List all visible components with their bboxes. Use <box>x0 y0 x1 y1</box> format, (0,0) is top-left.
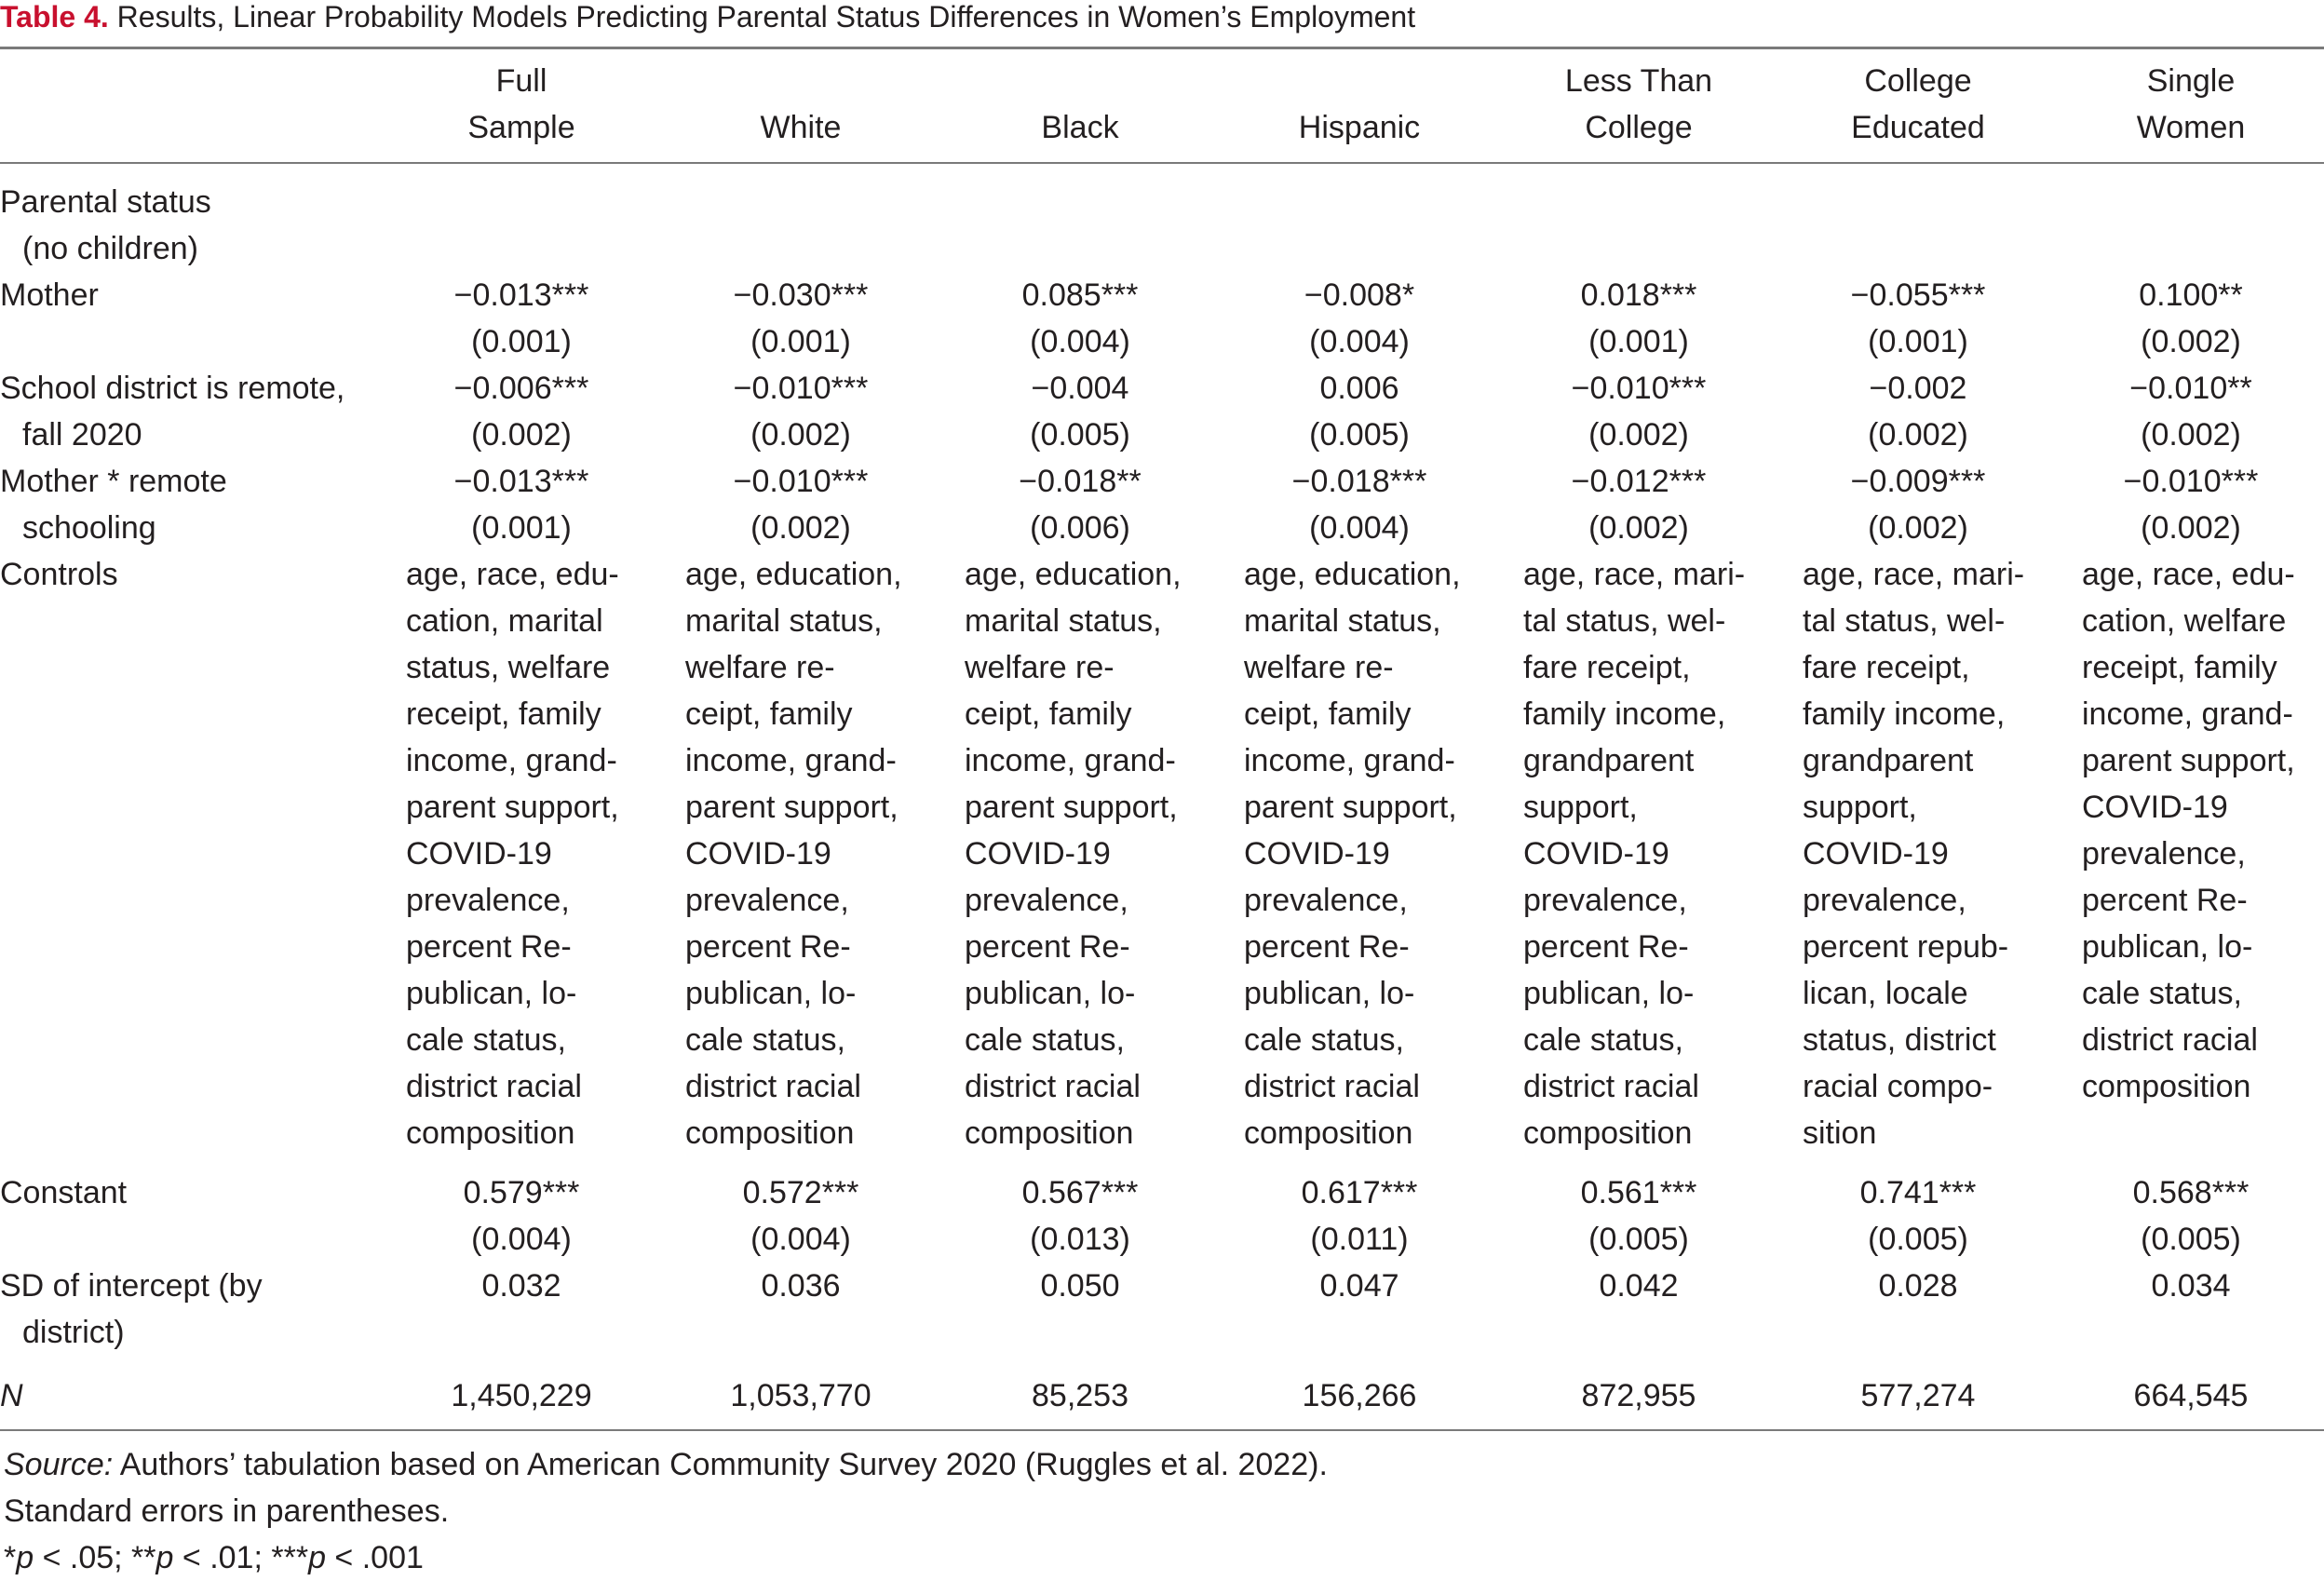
row-label-line: SD of intercept (by <box>0 1268 263 1304</box>
column-header-less-than-college <box>1499 58 1778 162</box>
table-cell: 85,253 <box>1032 1378 1128 1413</box>
table-cell <box>2058 1169 2324 1263</box>
sig-text: * <box>4 1540 17 1575</box>
table-cell <box>661 365 940 458</box>
table-cell <box>1220 1169 1499 1263</box>
row-label-line: (no children) <box>22 231 198 266</box>
coefficient: −0.030*** <box>733 277 869 313</box>
table-caption <box>0 0 1415 35</box>
table-cell <box>1220 272 1499 365</box>
table-cell <box>1499 365 1778 458</box>
column-header-line: Black <box>1041 110 1119 145</box>
row-label: Mother <box>0 277 99 313</box>
table-cell <box>382 272 661 365</box>
coefficient: 0.741*** <box>1859 1175 1977 1210</box>
row-label-line: schooling <box>22 510 156 546</box>
column-header-hispanic <box>1220 58 1499 162</box>
standard-error: (0.001) <box>1868 324 1968 359</box>
coefficient: −0.008* <box>1304 277 1415 313</box>
row-label-line: district) <box>22 1315 125 1350</box>
row-label-line: School district is remote, <box>0 371 345 406</box>
column-header-college-educated <box>1778 58 2058 162</box>
coefficient: −0.010*** <box>2123 464 2259 499</box>
stub-header <box>0 58 382 162</box>
row-label: N <box>0 1378 23 1413</box>
controls-cell: age, race, mari- tal status, wel- fare receipt, family income, grandparent support, COVID-19 prevalence, percent repub- lican, locale status, district racial compo- sition <box>1803 557 2025 1151</box>
column-header-line: Educated <box>1851 110 1985 145</box>
standard-error: (0.002) <box>1868 510 1968 546</box>
source-note <box>4 1441 1328 1488</box>
table-cell: 0.050 <box>1040 1268 1120 1304</box>
table-cell <box>1220 365 1499 458</box>
table-cell: 0.036 <box>761 1268 841 1304</box>
table-cell <box>1778 272 2058 365</box>
standard-error: (0.002) <box>471 417 572 453</box>
sig-text: < .001 <box>325 1540 424 1575</box>
row-label <box>0 365 382 458</box>
table-title: Results, Linear Probability Models Predicting Parental Status Differences in Women’s Employment <box>116 0 1416 34</box>
table-row-interaction <box>0 458 2324 551</box>
table-notes <box>0 1441 1328 1581</box>
table-cell <box>940 458 1220 551</box>
standard-error: (0.001) <box>471 324 572 359</box>
standard-error: (0.004) <box>1309 510 1410 546</box>
row-label-line: Parental status <box>0 184 211 220</box>
standard-error: (0.002) <box>1588 510 1689 546</box>
coefficient: −0.013*** <box>453 464 589 499</box>
table-cell <box>1499 272 1778 365</box>
table-row-n <box>0 1372 2324 1419</box>
table-cell <box>2058 365 2324 458</box>
table-cell <box>1499 458 1778 551</box>
row-label-line: Mother * remote <box>0 464 227 499</box>
standard-error: (0.004) <box>1030 324 1130 359</box>
top-rule <box>0 47 2324 49</box>
standard-error: (0.005) <box>1309 417 1410 453</box>
table-cell <box>1778 458 2058 551</box>
table-row-constant <box>0 1169 2324 1263</box>
bottom-rule <box>0 1429 2324 1431</box>
table-row-mother <box>0 272 2324 365</box>
table-cell <box>1499 1169 1778 1263</box>
controls-cell: age, education, marital status, welfare re- ceipt, family income, grand- parent support, COVID-19 prevalence, percent Re- publican, lo- cale status, district racial composition <box>965 557 1182 1151</box>
table-row-controls <box>0 551 2324 1169</box>
standard-error: (0.004) <box>471 1222 572 1257</box>
table-cell <box>940 1169 1220 1263</box>
standard-error: (0.001) <box>750 324 851 359</box>
controls-cell: age, race, edu- cation, marital status, welfare receipt, family income, grand- parent support, COVID-19 prevalence, percent Re- publican, lo- cale status, district racial composition <box>406 557 619 1151</box>
standard-error: (0.006) <box>1030 510 1130 546</box>
table-cell <box>2058 458 2324 551</box>
standard-error: (0.002) <box>2141 324 2241 359</box>
standard-error: (0.002) <box>2141 417 2241 453</box>
coefficient: −0.013*** <box>453 277 589 313</box>
table-cell <box>661 1169 940 1263</box>
standard-error: (0.005) <box>1588 1222 1689 1257</box>
table-cell <box>661 272 940 365</box>
standard-error-note: Standard errors in parentheses. <box>4 1493 450 1529</box>
standard-error: (0.013) <box>1030 1222 1130 1257</box>
column-header-line: Hispanic <box>1298 110 1421 145</box>
header-spacer <box>0 162 2324 179</box>
coefficient: 0.579*** <box>463 1175 580 1210</box>
standard-error: (0.005) <box>1030 417 1130 453</box>
column-header-full-sample <box>382 58 661 162</box>
table-cell: 0.034 <box>2151 1268 2231 1304</box>
column-header-line: Sample <box>467 110 575 145</box>
coefficient: 0.617*** <box>1301 1175 1418 1210</box>
column-header-row <box>0 58 2324 162</box>
source-label: Source: <box>4 1447 114 1482</box>
table-cell: 664,545 <box>2133 1378 2249 1413</box>
coefficient: −0.002 <box>1869 371 1967 406</box>
row-label <box>0 1263 382 1356</box>
sig-text: < .01; *** <box>173 1540 309 1575</box>
column-header-single-women <box>2058 58 2324 162</box>
table-cell: 0.032 <box>481 1268 561 1304</box>
table-cell: 1,053,770 <box>730 1378 872 1413</box>
standard-error: (0.004) <box>750 1222 851 1257</box>
column-header-line: Full <box>495 63 547 99</box>
row-label: Controls <box>0 557 118 592</box>
row-spacer <box>0 1356 2324 1372</box>
column-header-line: College <box>1864 63 1972 99</box>
table-row-remote <box>0 365 2324 458</box>
column-header-line: White <box>760 110 842 145</box>
controls-cell: age, education, marital status, welfare re- ceipt, family income, grand- parent support, COVID-19 prevalence, percent Re- publican, lo- cale status, district racial composition <box>1244 557 1461 1151</box>
table-cell: 0.047 <box>1319 1268 1399 1304</box>
table-cell <box>2058 272 2324 365</box>
table-cell <box>1778 1169 2058 1263</box>
coefficient: 0.100** <box>2139 277 2243 313</box>
coefficient: −0.010** <box>2129 371 2252 406</box>
coefficient: 0.572*** <box>742 1175 859 1210</box>
table-cell: 872,955 <box>1581 1378 1696 1413</box>
coefficient: −0.055*** <box>1850 277 1986 313</box>
sig-p: p <box>16 1540 34 1575</box>
coefficient: −0.006*** <box>453 371 589 406</box>
controls-cell: age, race, mari- tal status, wel- fare receipt, family income, grandparent support, COVID-19 prevalence, percent Re- publican, lo- cale status, district racial composition <box>1523 557 1746 1151</box>
standard-error: (0.001) <box>1588 324 1689 359</box>
column-header-line: Less Than <box>1564 63 1713 99</box>
coefficient: −0.009*** <box>1850 464 1986 499</box>
standard-error: (0.002) <box>1868 417 1968 453</box>
table-cell <box>382 458 661 551</box>
table-cell <box>940 272 1220 365</box>
standard-error: (0.004) <box>1309 324 1410 359</box>
row-label <box>0 458 382 551</box>
column-header-black <box>940 58 1220 162</box>
coefficient: 0.567*** <box>1021 1175 1139 1210</box>
table-cell <box>940 365 1220 458</box>
table-cell: 0.042 <box>1599 1268 1679 1304</box>
standard-error: (0.005) <box>2141 1222 2241 1257</box>
significance-note <box>4 1534 1328 1581</box>
column-header-line <box>661 58 940 104</box>
table-cell: 0.028 <box>1878 1268 1958 1304</box>
table-cell: 577,274 <box>1860 1378 1976 1413</box>
row-label <box>0 179 2324 272</box>
source-text: Authors’ tabulation based on American Community Survey 2020 (Ruggles et al. 2022). <box>113 1447 1328 1482</box>
table-row-sd-intercept <box>0 1263 2324 1356</box>
coefficient: −0.018*** <box>1291 464 1427 499</box>
coefficient: −0.010*** <box>1571 371 1707 406</box>
column-header-line: Women <box>2136 110 2246 145</box>
coefficient: 0.006 <box>1319 371 1399 406</box>
table-cell <box>382 1169 661 1263</box>
standard-error: (0.005) <box>1868 1222 1968 1257</box>
table-cell <box>382 365 661 458</box>
coefficient: −0.010*** <box>733 371 869 406</box>
column-header-white <box>661 58 940 162</box>
sig-p: p <box>155 1540 174 1575</box>
column-header-line: College <box>1585 110 1693 145</box>
coefficient: −0.010*** <box>733 464 869 499</box>
column-header-line <box>1220 58 1499 104</box>
sig-text: < .05; ** <box>34 1540 156 1575</box>
coefficient: 0.568*** <box>2132 1175 2250 1210</box>
standard-error: (0.002) <box>1588 417 1689 453</box>
standard-error: (0.011) <box>1310 1222 1409 1257</box>
coefficient: −0.004 <box>1031 371 1129 406</box>
row-label-line: fall 2020 <box>22 417 142 453</box>
coefficient: −0.012*** <box>1571 464 1707 499</box>
controls-cell: age, race, edu- cation, welfare receipt, family income, grand- parent support, COVID-19 prevalence, percent Re- publican, lo- cale status, district racial composition <box>2082 557 2295 1104</box>
column-header-line <box>940 58 1220 104</box>
column-header-line: Single <box>2146 63 2236 99</box>
coefficient: 0.085*** <box>1021 277 1139 313</box>
table-row-parental-status <box>0 179 2324 272</box>
table-cell <box>1220 458 1499 551</box>
table-number: Table 4. <box>0 0 109 34</box>
sig-p: p <box>308 1540 326 1575</box>
standard-error: (0.002) <box>750 417 851 453</box>
standard-error: (0.002) <box>750 510 851 546</box>
results-table <box>0 58 2324 1419</box>
coefficient: 0.018*** <box>1580 277 1697 313</box>
coefficient: 0.561*** <box>1580 1175 1697 1210</box>
controls-cell: age, education, marital status, welfare re- ceipt, family income, grand- parent support, COVID-19 prevalence, percent Re- publican, lo- cale status, district racial composition <box>685 557 902 1151</box>
table-cell <box>661 458 940 551</box>
row-label: Constant <box>0 1175 128 1210</box>
table-cell: 156,266 <box>1302 1378 1417 1413</box>
standard-error: (0.001) <box>471 510 572 546</box>
coefficient: −0.018** <box>1019 464 1142 499</box>
standard-error: (0.002) <box>2141 510 2241 546</box>
table-cell <box>1778 365 2058 458</box>
table-cell: 1,450,229 <box>451 1378 592 1413</box>
